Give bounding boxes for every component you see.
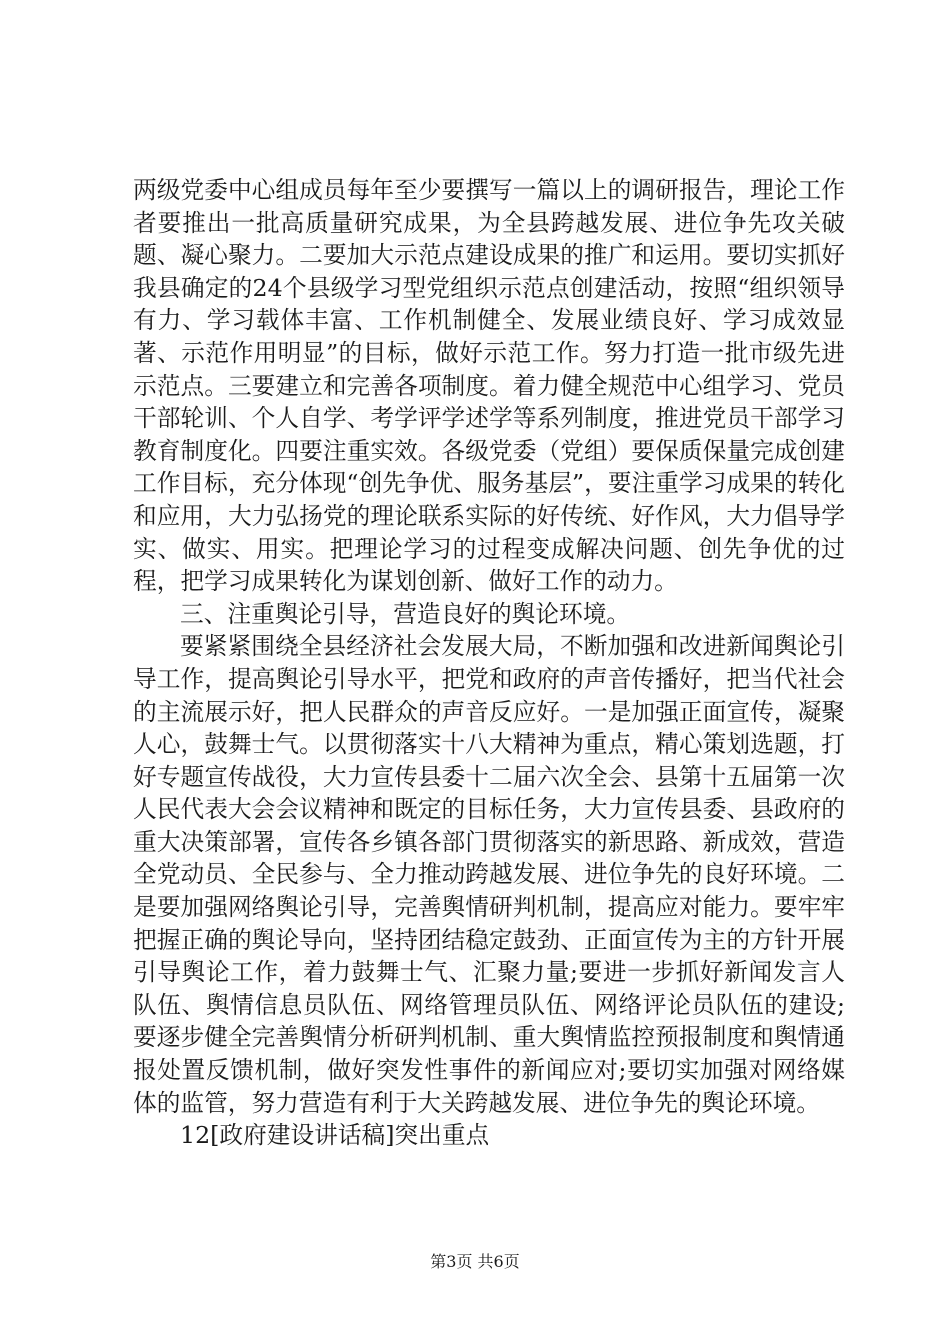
body-paragraph-3: 12[政府建设讲话稿]突出重点	[180, 1121, 490, 1150]
body-paragraph-2: 要紧紧围绕全县经济社会发展大局，不断加强和改进新闻舆论引导工作，提高舆论引导水平，把党和政府的声音传播好，把当代社会的主流展示好，把人民群众的声音反应好。一是加强正面宣传，凝聚人心，鼓舞士气。以贯彻落实十八大精神为重点，精心策划选题，打好专题宣传战役，大力宣传县委十二届六次全会、县第十五届第一次人民代表大会会议精神和既定的目标任务，大力宣传县委、县政府的重大决策部署，宣传各乡镇各部门贯彻落实的新思路、新成效，营造全党动员、全民参与、全力推动跨越发展、进位争先的良好环境。二是要加强网络舆论引导，完善舆情研判机制，提高应对能力。要牢牢把握正确的舆论导向，坚持团结稳定鼓劲、正面宣传为主的方针开展引导舆论工作，着力鼓舞士气、汇聚力量;要进一步抓好新闻发言人队伍、舆情信息员队伍、网络管理员队伍、网络评论员队伍的建设;要逐步健全完善舆情分析研判机制、重大舆情监控预报制度和舆情通报处置反馈机制，做好突发性事件的新闻应对;要切实加强对网络媒体的监管，努力营造有利于大关跨越发展、进位争先的舆论环境。	[133, 632, 845, 1117]
document-body	[133, 174, 845, 1152]
body-paragraph-1: 两级党委中心组成员每年至少要撰写一篇以上的调研报告，理论工作者要推出一批高质量研究成果，为全县跨越发展、进位争先攻关破题、凝心聚力。二要加大示范点建设成果的推广和运用。要切实抓好我县确定的24个县级学习型党组织示范点创建活动，按照“组织领导有力、学习载体丰富、工作机制健全、发展业绩良好、学习成效显著、示范作用明显”的目标，做好示范工作。努力打造一批市级先进示范点。三要建立和完善各项制度。着力健全规范中心组学习、党员干部轮训、个人自学、考学评学述学等系列制度，推进党员干部学习教育制度化。四要注重实效。各级党委（党组）要保质保量完成创建工作目标，充分体现“创先争优、服务基层”，要注重学习成果的转化和应用，大力弘扬党的理论联系实际的好传统、好作风，大力倡导学实、做实、用实。把理论学习的过程变成解决问题、创先争优的过程，把学习成果转化为谋划创新、做好工作的动力。	[133, 176, 845, 596]
section-heading-3: 三、注重舆论引导，营造良好的舆论环境。	[180, 599, 631, 628]
page-number-footer: 第3页 共6页	[430, 1252, 520, 1271]
